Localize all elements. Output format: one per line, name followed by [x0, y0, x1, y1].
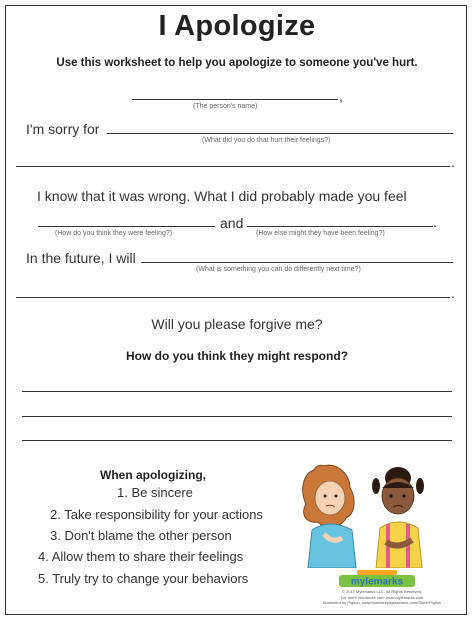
- tip-item: 5. Truly try to change your behaviors: [38, 571, 249, 586]
- sorry-hint: (What did you do that hurt their feelings?): [202, 137, 331, 144]
- feel-sentence: I know that it was wrong. What I did probably made you feel: [37, 188, 407, 204]
- response-line-3[interactable]: [22, 440, 452, 441]
- page-title: I Apologize: [158, 10, 316, 42]
- sorry-label: I'm sorry for: [26, 121, 100, 137]
- feeling-hint-2: (How else might they have been feeling?): [256, 230, 385, 237]
- person-name-hint: (The person's name): [193, 103, 258, 110]
- feeling-hint-1: (How do you think they were feeling?): [55, 230, 173, 237]
- comma: ,: [339, 88, 343, 104]
- sorry-line-2[interactable]: [16, 166, 450, 167]
- tip-item: 2. Take responsibility for your actions: [50, 507, 263, 522]
- page-subtitle: Use this worksheet to help you apologize to someone you've hurt.: [56, 57, 418, 69]
- sorry-line-1[interactable]: [107, 133, 453, 134]
- copyright-line: For more resources visit: www.mylemarks.com: [340, 594, 424, 600]
- forgive-question: Will you please forgive me?: [151, 316, 323, 332]
- feeling-line-1[interactable]: [38, 226, 215, 227]
- two-kids-illustration: [294, 452, 444, 568]
- person-name-line[interactable]: [132, 99, 338, 100]
- tip-item: 3. Don't blame the other person: [50, 528, 232, 543]
- period-3: .: [451, 285, 455, 301]
- future-hint: (What is something you can do differently next time?): [196, 266, 361, 273]
- copyright-line: © 2017 Mylemarks LLC. All Rights Reserved.: [341, 589, 423, 594]
- future-line-1[interactable]: [141, 262, 453, 263]
- mylemarks-logo: [339, 570, 415, 588]
- and-label: and: [220, 215, 244, 231]
- future-line-2[interactable]: [16, 297, 450, 298]
- period-1: .: [451, 154, 455, 170]
- tip-item: 4. Allow them to share their feelings: [38, 549, 244, 564]
- future-label: In the future, I will: [26, 250, 136, 266]
- respond-question: How do you think they might respond?: [126, 349, 348, 363]
- response-line-1[interactable]: [22, 391, 452, 392]
- logo-text: mylemarks: [350, 576, 404, 588]
- copyright-block: [312, 589, 452, 606]
- period-2: .: [433, 214, 437, 230]
- response-line-2[interactable]: [22, 416, 452, 417]
- tip-item: 1. Be sincere: [117, 485, 193, 500]
- copyright-line: Illustration by Pigtion: www.teacherspayteachers.com/Store/Pigtion: [322, 600, 442, 605]
- tips-heading: When apologizing,: [100, 468, 206, 482]
- feeling-line-2[interactable]: [247, 226, 433, 227]
